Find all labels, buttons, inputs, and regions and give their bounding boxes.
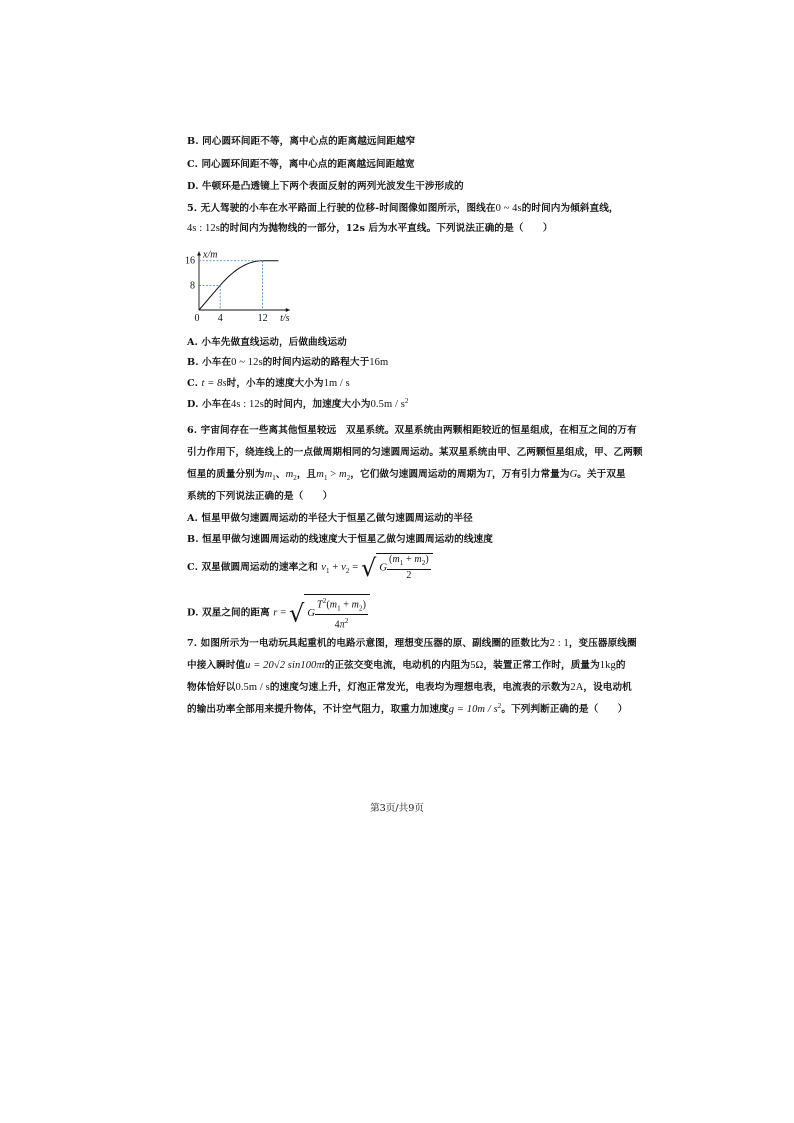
q7-stem-line1: 7. 如图所示为一电动玩具起重机的电路示意图，理想变压器的原、副线圈的匝数比为2 : 1，变压器原线圈 [187, 638, 637, 649]
q5-option-c: C. t = 8s时，小车的速度大小为1m / s [187, 378, 350, 389]
sqrt-expression-d: √ G $\frac{T^2(m_1 + m_2)}{4\pi^2}$ [289, 594, 370, 632]
q5-option-d: D. 小车在4s : 12s的时间内，加速度大小为$0.5m / s^2$ [187, 396, 409, 410]
q6-stem-line4: 系统的下列说法正确的是（ ） [187, 491, 333, 502]
q5-stem-line2: 4s : 12s的时间内为抛物线的一部分，12s 后为水平直线。下列说法正确的是（ ） [187, 223, 553, 234]
y-tick-16: 16 [185, 255, 195, 267]
q7-stem-line3: 物体恰好以0.5m / s的速度匀速上升，灯泡正常发光，电表均为理想电表，电流表的示数为2A，设电动机 [187, 682, 632, 693]
q4-option-d: D. 牛顿环是凸透镜上下两个表面反射的两列光波发生干涉形成的 [187, 181, 464, 192]
x-tick-12: 12 [257, 313, 268, 324]
q5-option-a: A. 小车先做直线运动，后做曲线运动 [187, 337, 347, 348]
y-axis-arrow [197, 251, 201, 255]
q5-option-b: B. 小车在0 ~ 12s的时间内运动的路程大于16m [187, 357, 389, 368]
q6-stem-line1: 6. 宇宙间存在一些离其他恒星较远 双星系统。双星系统由两颗相距较近的恒星组成，在相互之间的万有 [187, 425, 637, 436]
q5-stem-line1: 5. 无人驾驶的小车在水平路面上行驶的位移-时间图像如图所示，图线在0 ~ 4s的时间内为倾斜直线， [187, 203, 619, 214]
y-tick-8: 8 [190, 280, 195, 292]
q6-option-a: A. 恒星甲做匀速圆周运动的半径大于恒星乙做匀速圆周运动的半径 [187, 513, 473, 524]
q4-option-c: C. 同心圆环间距不等，离中心点的距离越远间距越宽 [187, 159, 415, 170]
q6-stem-line2: 引力作用下，绕连线上的一点做周期相同的匀速圆周运动。某双星系统由甲、乙两颗恒星组成，甲、乙两颗 [187, 447, 643, 458]
q4-option-b: B. 同心圆环间距不等，离中心点的距离越远间距越窄 [187, 136, 416, 147]
page-footer: 第3页/共9页 [370, 803, 424, 814]
x-axis-arrow [286, 308, 290, 312]
x-tick-0: 0 [194, 313, 200, 324]
x-axis-label: t/s [280, 313, 290, 324]
q7-stem-line4: 的输出功率全部用来提升物体，不计空气阻力，取重力加速度$g = 10m / s^2$。下列判断正确的是（ ） [187, 701, 628, 715]
q6-stem-line3: 恒星的质量分别为$m_1$、$m_2$，且$m_1 > m_2$，它们做匀速圆周运动的周期为T，万有引力常量为G。关于双星 [187, 469, 626, 482]
q6-option-d: D. 双星之间的距离 r = √ G $\frac{T^2(m_1 + m_2)}{4\pi^2}$ [187, 594, 370, 632]
q6-option-c: C. 双星做圆周运动的速率之和 $v_1 + v_2$ = √ G $\frac{(m_1 + m_2)}{2}$ [187, 553, 433, 582]
sqrt-expression-c: √ G $\frac{(m_1 + m_2)}{2}$ [361, 553, 433, 582]
q6-option-b: B. 恒星甲做匀速圆周运动的线速度大于恒星乙做匀速圆周运动的线速度 [187, 534, 493, 545]
displacement-time-chart [178, 232, 328, 328]
q7-stem-line2: 中接入瞬时值u = 20√2 sin100πt的正弦交变电流，电动机的内阻为5Ω，装置正常工作时，质量为1kg的 [187, 660, 626, 671]
x-tick-4: 4 [217, 313, 223, 324]
y-axis-label: x/m [203, 249, 218, 261]
